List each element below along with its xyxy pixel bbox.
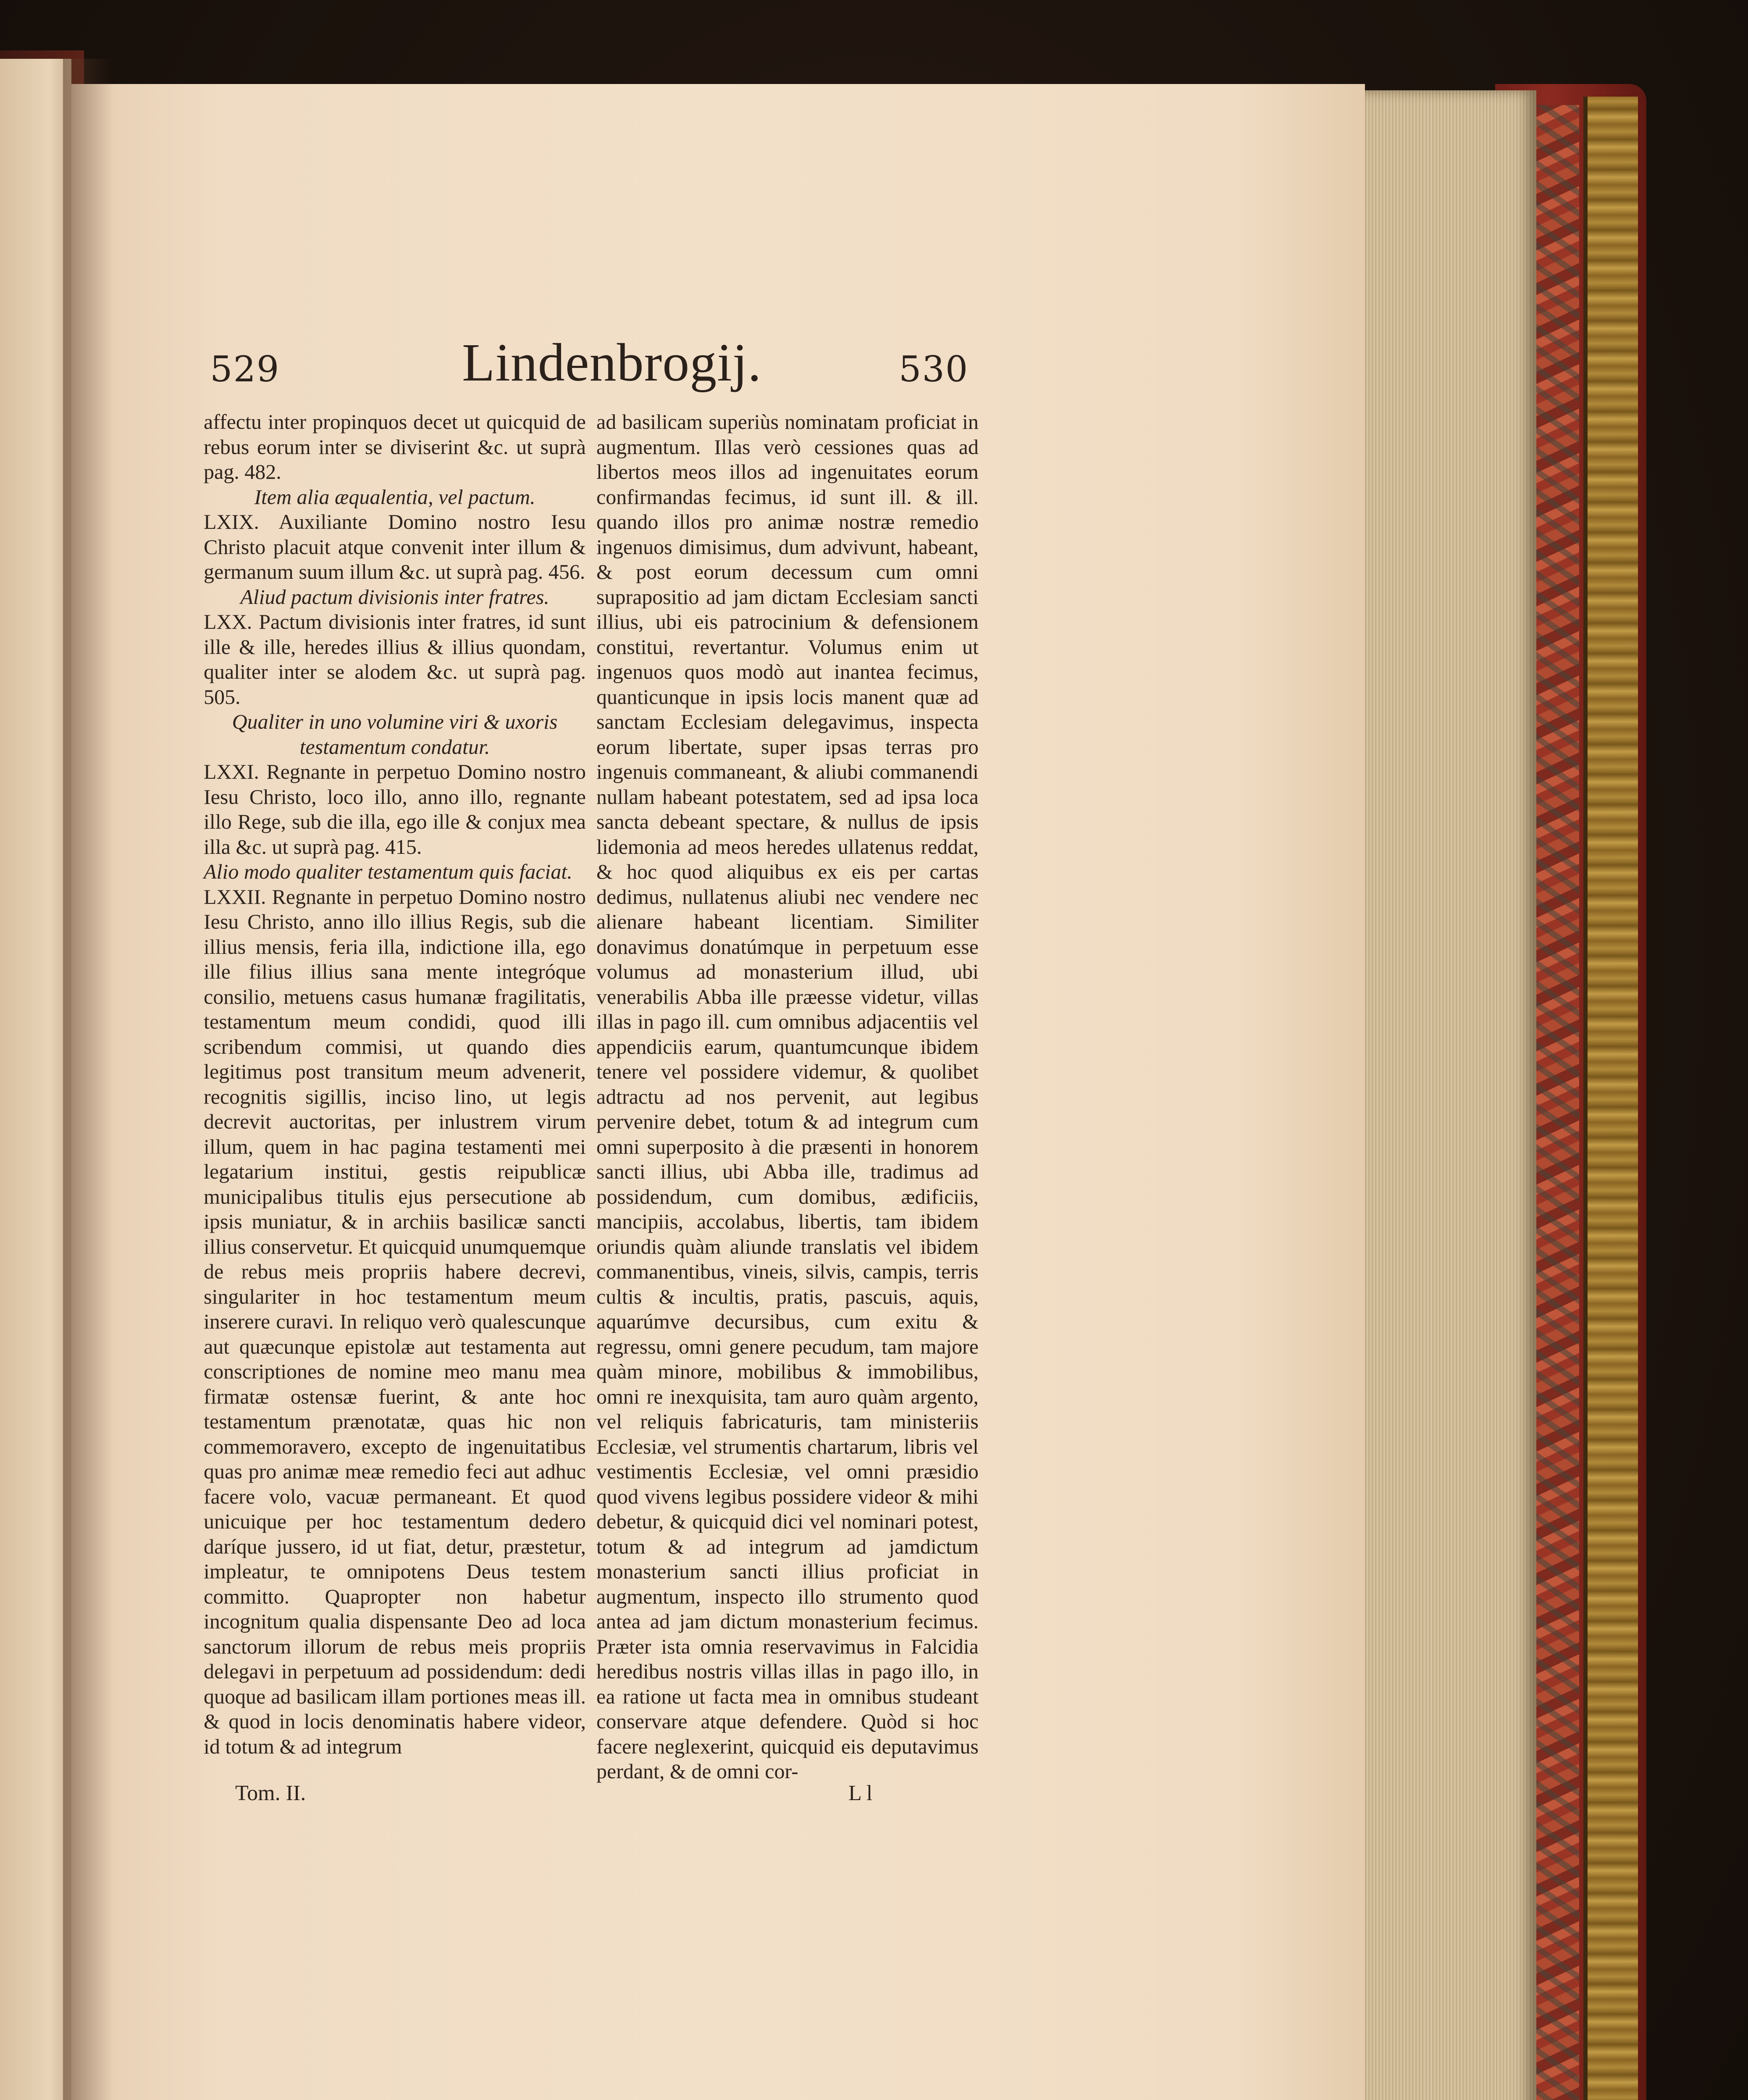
paragraph: LXX. Pactum divisionis inter fratres, id sunt ille & ille, heredes illius & illius quondam, qualiter inter se alodem &c. ut suprà pag. 505. (204, 610, 586, 709)
running-title: Lindenbrogij. (462, 333, 762, 392)
right-text-column (596, 410, 979, 1784)
paragraph: affectu inter propinquos decet ut quicquid de rebus eorum inter se diviserint &c. ut suprà pag. 482. (204, 410, 586, 483)
running-header (210, 332, 1000, 399)
section-heading: Alio modo qualiter testamentum quis faciat. (204, 860, 572, 883)
page-block-edges (1360, 90, 1536, 2100)
section-heading: Item alia æqualentia, vel pactum. (254, 485, 535, 509)
left-text-column (204, 410, 586, 1759)
facing-page-edge (0, 59, 71, 2100)
paragraph: LXXII. Regnante in perpetuo Domino nostro Iesu Christo, anno illo illius Regis, sub die illius mensis, feria illa, indictione illa, ego ille filius illius sana mente integróque consilio, metuens casus humanæ fragilitatis, testamentum meum condidi, quod illi scribendum commisi, ut quando dies legitimus post transitum meum advenerit, recognitis sigillis, inciso lino, ut legis decrevit auctoritas, per inlustrem virum illum, quem in hac pagina testamenti mei legatarium institui, gestis reipublicæ municipalibus titulis ejus persecutione ab ipsis muniatur, & in archiis basilicæ sancti illius conservetur. Et quicquid unumquemque de rebus meis propriis habere decrevi, singulariter in hoc testamentum meum inserere curavi. In reliquo verò qualescunque aut quæcunque epistolæ aut testamenta aut conscriptiones de nomine meo manu mea firmatæ ostensæ fuerint, & ante hoc testamentum prænotatæ, quas hic non commemoravero, excepto de ingenuitatibus quas pro animæ meæ remedio feci aut adhuc facere volo, vacuæ permaneant. Et quod unicuique per hoc testamentum dedero daríque jussero, id ut fiat, detur, præstetur, impleatur, te omnipotens Deus testem committo. Quapropter non habetur incognitum qualia dispensante Deo ad loca sanctorum illorum de rebus meis propriis delegavi in perpetuum ad possidendum: dedi quoque ad basilicam illam portiones meas ill. & quod in locis denominatis habere videor, id totum & ad integrum (204, 885, 586, 1758)
section-heading: Qualiter in uno volumine viri & uxoris testamentum condatur. (232, 710, 558, 759)
gathering-signature: L l (848, 1781, 873, 1805)
paragraph: LXXI. Regnante in perpetuo Domino nostro Iesu Christo, loco illo, anno illo, regnante illo Rege, sub die illa, ego ille & conjux mea illa &c. ut suprà pag. 415. (204, 760, 586, 858)
page-number-left: 529 (210, 349, 280, 390)
volume-signature: Tom. II. (235, 1781, 306, 1805)
binding-gutter-shadow (63, 59, 113, 2100)
paragraph: ad basilicam superiùs nominatam proficiat in augmentum. Illas verò cessiones quas ad libertos meos illos ad ingenuitates eorum confirmandas fecimus, id sunt ill. & ill. quando illos pro animæ nostræ remedio ingenuos dimisimus, dum advivunt, habeant, & post eorum decessum cum omni suprapositio ad jam dictam Ecclesiam sancti illius, ubi eis patrocinium & defensionem constitui, revertantur. Volumus enim ut ingenuos quos modò aut inantea fecimus, quanticunque in ipsis locis manent quæ ad sanctam Ecclesiam delegavimus, inspecta eorum libertate, super ipsas terras pro ingenuis commaneant, & aliubi commanendi nullam habeant potestatem, sed ad ipsa loca sancta debeant spectare, & nullus de ipsis lidemonia ad meos heredes ullatenus reddat, & hoc quod aliquibus ex eis per cartas dedimus, nullatenus aliubi nec vendere nec alienare habeant licentiam. Similiter donavimus donatúmque in perpetuum esse volumus ad monasterium illud, ubi venerabilis Abba ille præesse videtur, villas illas in pago ill. cum omnibus adjacentiis vel appendiciis earum, quantumcunque ibidem tenere vel possidere videmur, & quolibet adtractu ad nos pervenit, aut legibus pervenire debet, totum & ad integrum cum omni superposito à die præsenti in honorem sancti illius, ubi Abba ille, tradimus ad possidendum, cum domibus, ædificiis, mancipiis, accolabus, libertis, tam ibidem oriundis quàm aliunde translatis vel ibidem commanentibus, vineis, silvis, campis, terris cultis & incultis, pratis, pascuis, aquis, aquarúmve decursibus, cum exitu & regressu, omni genere pecudum, tam majore quàm minore, mobilibus & immobilibus, omni re inexquisita, tam auro quàm argento, vel reliquis fabricaturis, tam ministeriis Ecclesiæ, vel strumentis chartarum, libris vel vestimentis Ecclesiæ, vel omni præsidio quod vivens legibus possidere videor & mihi debetur, & quicquid dici vel nominari potest, totum & ad integrum ad jamdictum monasterium sancti illius proficiat in augmentum, inspecto illo strumento quod antea ad jam dictum monasterium fecimus. Præter ista omnia reservavimus in Falcidia heredibus nostris villas illas in pago illo, in ea ratione ut facta mea in omnibus studeant conservare atque defendere. Quòd si hoc facere neglexerint, quicquid eis deputavimus perdant, & de omni cor- (596, 410, 979, 1783)
page-number-right: 530 (899, 349, 969, 390)
section-heading: Aliud pactum divisionis inter fratres. (240, 585, 549, 609)
marbled-endpaper (1533, 105, 1579, 2100)
gilt-tooled-turn-in (1583, 97, 1638, 2100)
paragraph: LXIX. Auxiliante Domino nostro Iesu Christo placuit atque convenit inter illum & germanum suum illum &c. ut suprà pag. 456. (204, 510, 586, 583)
